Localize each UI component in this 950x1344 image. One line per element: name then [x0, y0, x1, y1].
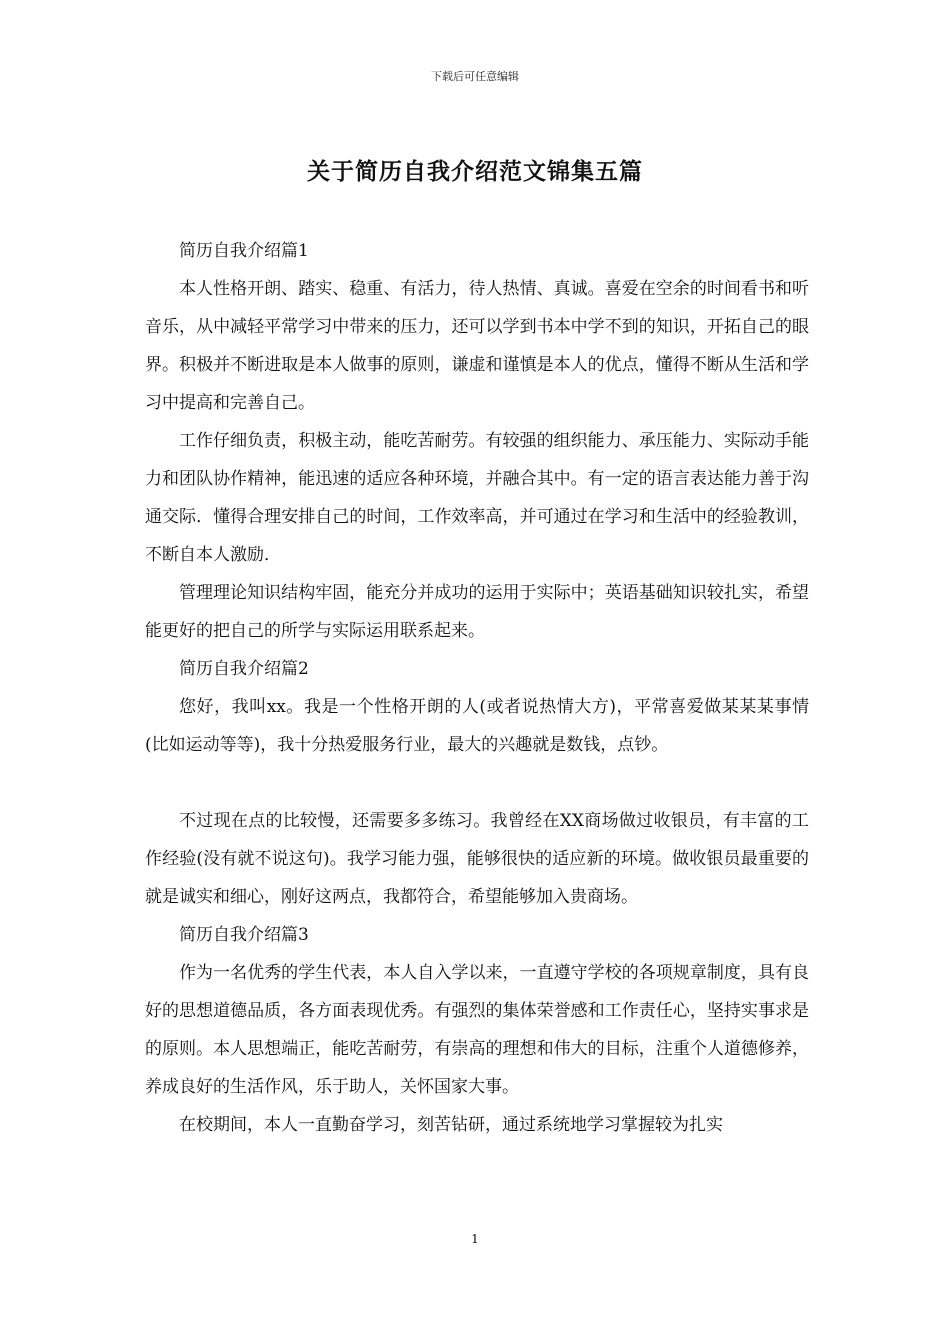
- paragraph: 在校期间，本人一直勤奋学习，刻苦钻研，通过系统地学习掌握较为扎实: [179, 1115, 723, 1135]
- page-number: 1: [471, 1232, 479, 1246]
- header-note: 下载后可任意编辑: [431, 70, 519, 83]
- section-heading-3: 简历自我介绍篇3: [179, 925, 309, 945]
- document-title: 关于简历自我介绍范文锦集五篇: [307, 158, 643, 185]
- section-heading-1: 简历自我介绍篇1: [179, 241, 309, 261]
- paragraph: 工作仔细负责，积极主动，能吃苦耐劳。有较强的组织能力、承压能力、实际动手能力和团队协作精神，能迅速的适应各种环境，并融合其中。有一定的语言表达能力善于沟通交际．懂得合理安排自己的时间，工作效率高，并可通过在学习和生活中的经验教训，不断自本人激励．: [145, 431, 809, 565]
- document-body: [145, 232, 809, 1144]
- section-heading-2: 简历自我介绍篇2: [179, 659, 309, 679]
- paragraph: 作为一名优秀的学生代表，本人自入学以来，一直遵守学校的各项规章制度，具有良好的思想道德品质，各方面表现优秀。有强烈的集体荣誉感和工作责任心，坚持实事求是的原则。本人思想端正，能吃苦耐劳，有崇高的理想和伟大的目标，注重个人道德修养，养成良好的生活作风，乐于助人，关怀国家大事。: [145, 963, 809, 1097]
- paragraph: 您好，我叫xx。我是一个性格开朗的人(或者说热情大方)，平常喜爱做某某某事情(比如运动等等)，我十分热爱服务行业，最大的兴趣就是数钱，点钞。: [145, 697, 809, 755]
- blank-line: [145, 764, 809, 802]
- paragraph: 管理理论知识结构牢固，能充分并成功的运用于实际中；英语基础知识较扎实，希望能更好的把自己的所学与实际运用联系起来。: [145, 583, 809, 641]
- paragraph: 本人性格开朗、踏实、稳重、有活力，待人热情、真诚。喜爱在空余的时间看书和听音乐，从中减轻平常学习中带来的压力，还可以学到书本中学不到的知识，开拓自己的眼界。积极并不断进取是本人做事的原则，谦虚和谨慎是本人的优点，懂得不断从生活和学习中提高和完善自己。: [145, 279, 809, 413]
- paragraph: 不过现在点的比较慢，还需要多多练习。我曾经在XX商场做过收银员，有丰富的工作经验(没有就不说这句)。我学习能力强，能够很快的适应新的环境。做收银员最重要的就是诚实和细心，刚好这两点，我都符合，希望能够加入贵商场。: [145, 811, 809, 907]
